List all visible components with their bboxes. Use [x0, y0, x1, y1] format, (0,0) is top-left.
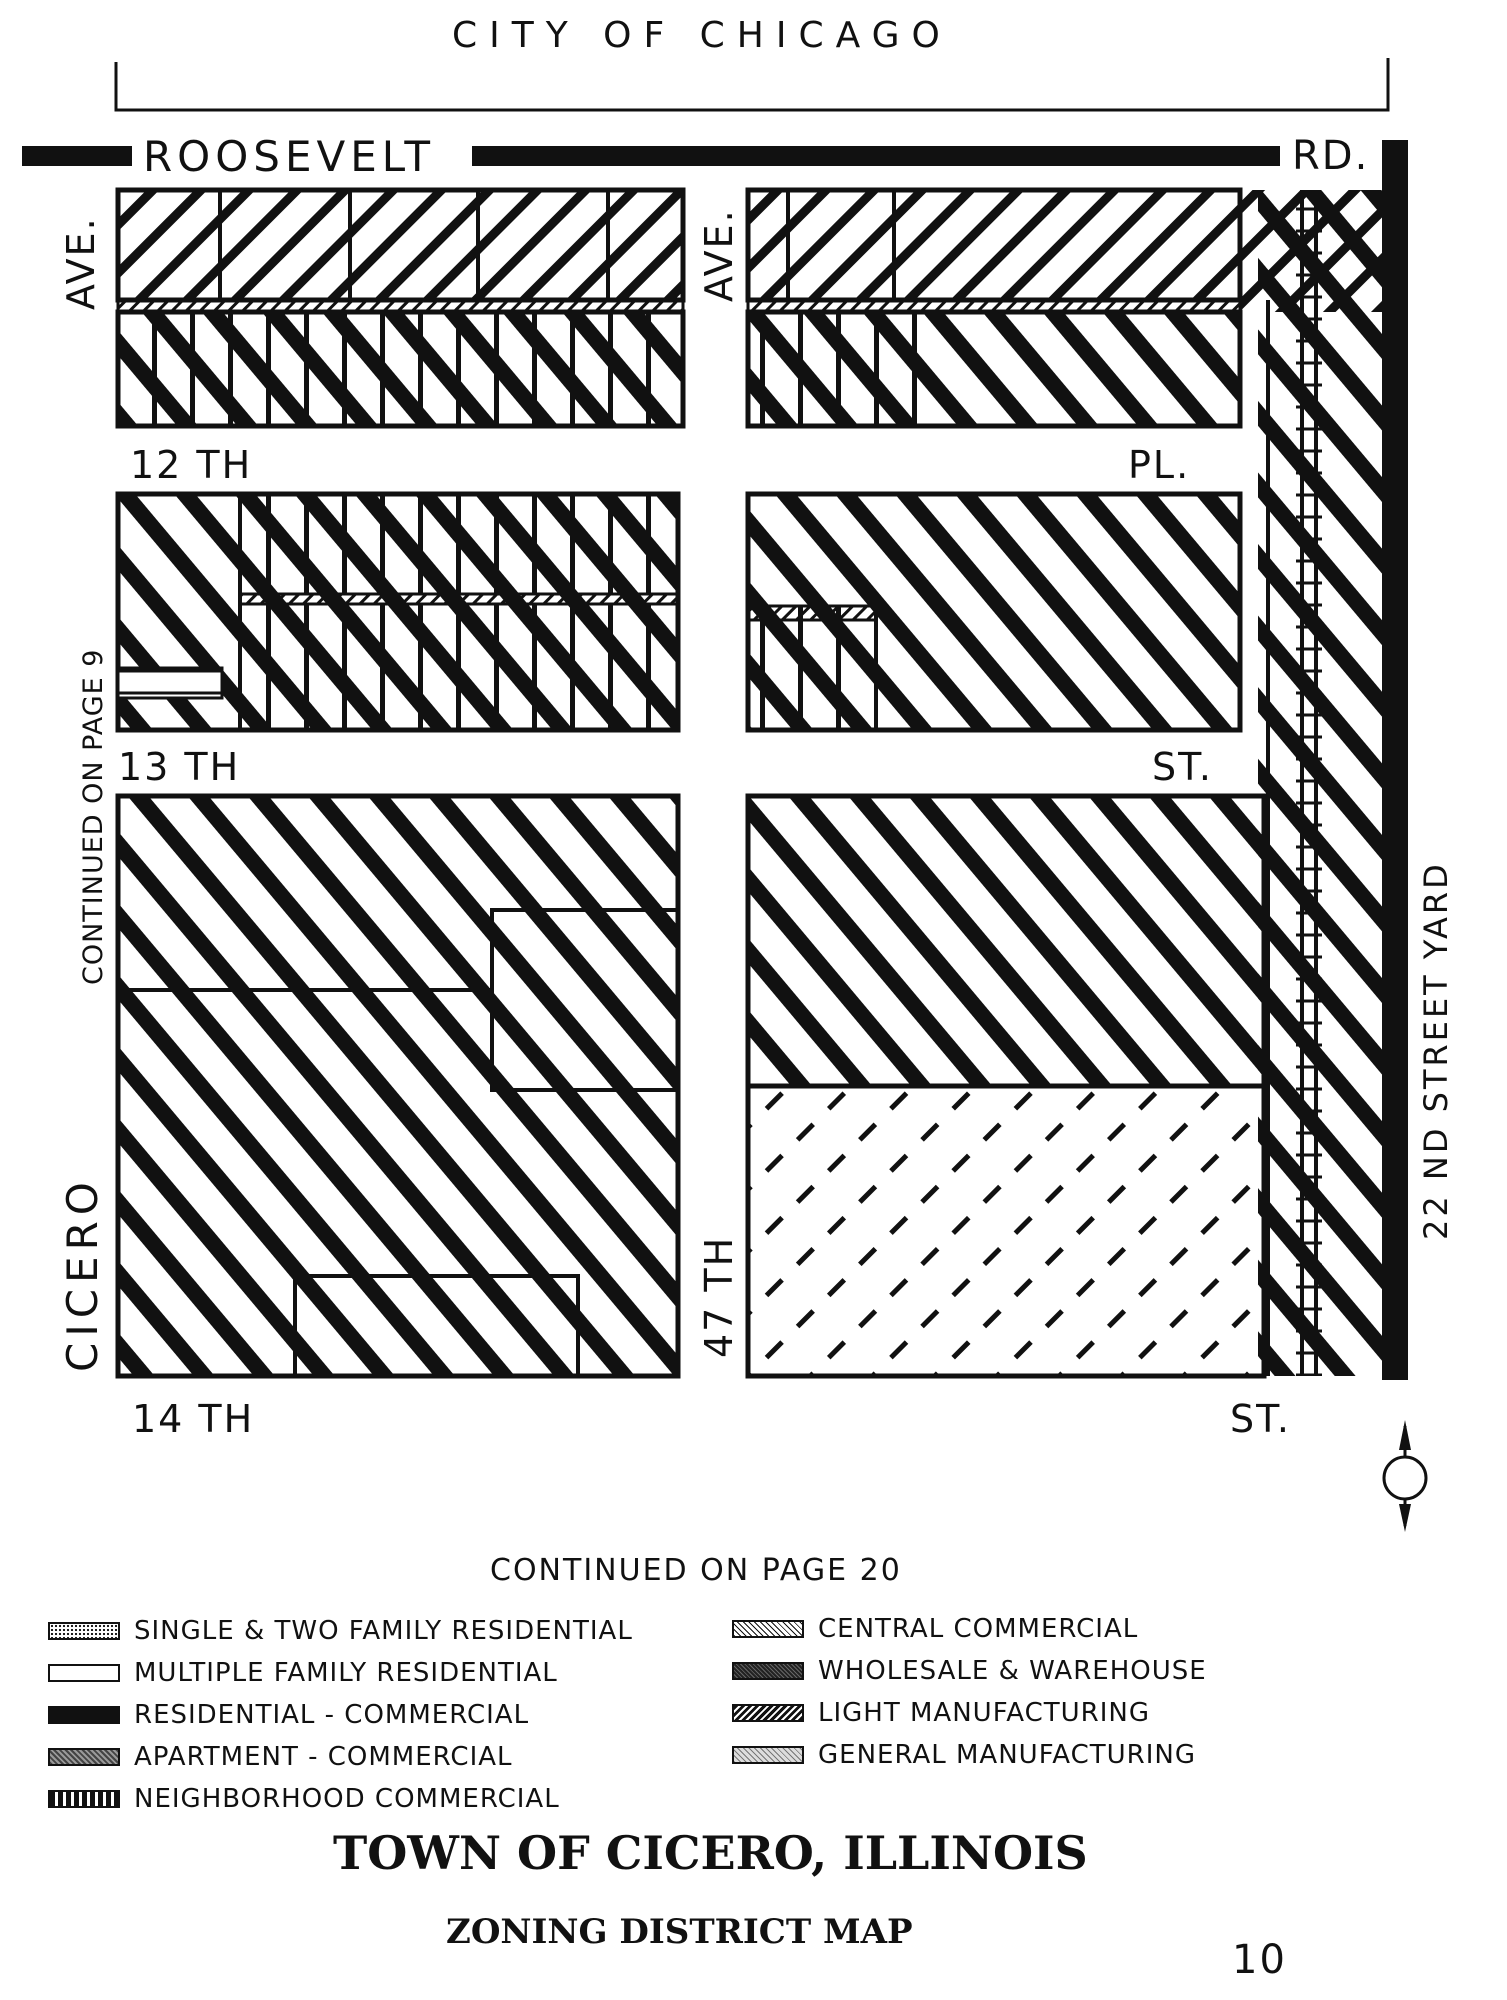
- rail-yard-label: 22 ND STREET YARD: [1417, 861, 1455, 1240]
- block-1: [118, 190, 683, 426]
- legend-item-neighborhood-commercial: NEIGHBORHOOD COMMERCIAL: [48, 1784, 560, 1814]
- legend-swatch-dots: [48, 1622, 120, 1640]
- block-6: [748, 796, 1264, 1376]
- legend-item-single-two-family: SINGLE & TWO FAMILY RESIDENTIAL: [48, 1616, 633, 1646]
- continued-left-label: CONTINUED ON PAGE 9: [78, 648, 109, 985]
- rail-strip: [1258, 190, 1382, 1376]
- city-of-chicago-label: CITY OF CHICAGO: [452, 15, 952, 56]
- legend-swatch-solid: [48, 1706, 120, 1724]
- block-5: [118, 796, 678, 1376]
- legend-item-light-manufacturing: LIGHT MANUFACTURING: [732, 1698, 1150, 1728]
- ave-mid-label: AVE.: [697, 208, 741, 302]
- legend-swatch-fine-hatch: [732, 1620, 804, 1638]
- page-number: 10: [1232, 1937, 1287, 1983]
- map-title: TOWN OF CICERO, ILLINOIS: [333, 1826, 1088, 1880]
- legend-swatch-heavy-hatch: [732, 1704, 804, 1722]
- legend-item-wholesale-warehouse: WHOLESALE & WAREHOUSE: [732, 1656, 1207, 1686]
- fourteenth-label: 14 TH: [132, 1397, 255, 1441]
- thirteenth-label: 13 TH: [118, 745, 241, 789]
- pl-label: PL.: [1128, 443, 1191, 487]
- ave-left-label: AVE.: [59, 216, 103, 310]
- block-4: [748, 494, 1240, 730]
- legend-item-residential-commercial: RESIDENTIAL - COMMERCIAL: [48, 1700, 529, 1730]
- st-13-label: ST.: [1152, 745, 1213, 789]
- legend-swatch-light-grey: [732, 1746, 804, 1764]
- legend-item-general-manufacturing: GENERAL MANUFACTURING: [732, 1740, 1196, 1770]
- map-subtitle: ZONING DISTRICT MAP: [446, 1912, 913, 1952]
- rd-label: RD.: [1292, 133, 1370, 179]
- roosevelt-label: ROOSEVELT: [143, 132, 436, 181]
- block-3: [118, 494, 678, 730]
- legend-item-apartment-commercial: APARTMENT - COMMERCIAL: [48, 1742, 513, 1772]
- legend-swatch-bars: [48, 1790, 120, 1808]
- continued-bottom-label: CONTINUED ON PAGE 20: [490, 1553, 902, 1588]
- cicero-label: CICERO: [58, 1176, 107, 1372]
- legend-item-central-commercial: CENTRAL COMMERCIAL: [732, 1614, 1138, 1644]
- legend-swatch-empty: [48, 1664, 120, 1682]
- twelfth-label: 12 TH: [130, 443, 253, 487]
- forty-seventh-label: 47 TH: [697, 1235, 741, 1358]
- north-arrow-icon: [1384, 1420, 1426, 1532]
- legend-item-multiple-family: MULTIPLE FAMILY RESIDENTIAL: [48, 1658, 558, 1688]
- st-14-label: ST.: [1230, 1397, 1291, 1441]
- legend-swatch-dark-grey: [732, 1662, 804, 1680]
- legend-swatch-grey: [48, 1748, 120, 1766]
